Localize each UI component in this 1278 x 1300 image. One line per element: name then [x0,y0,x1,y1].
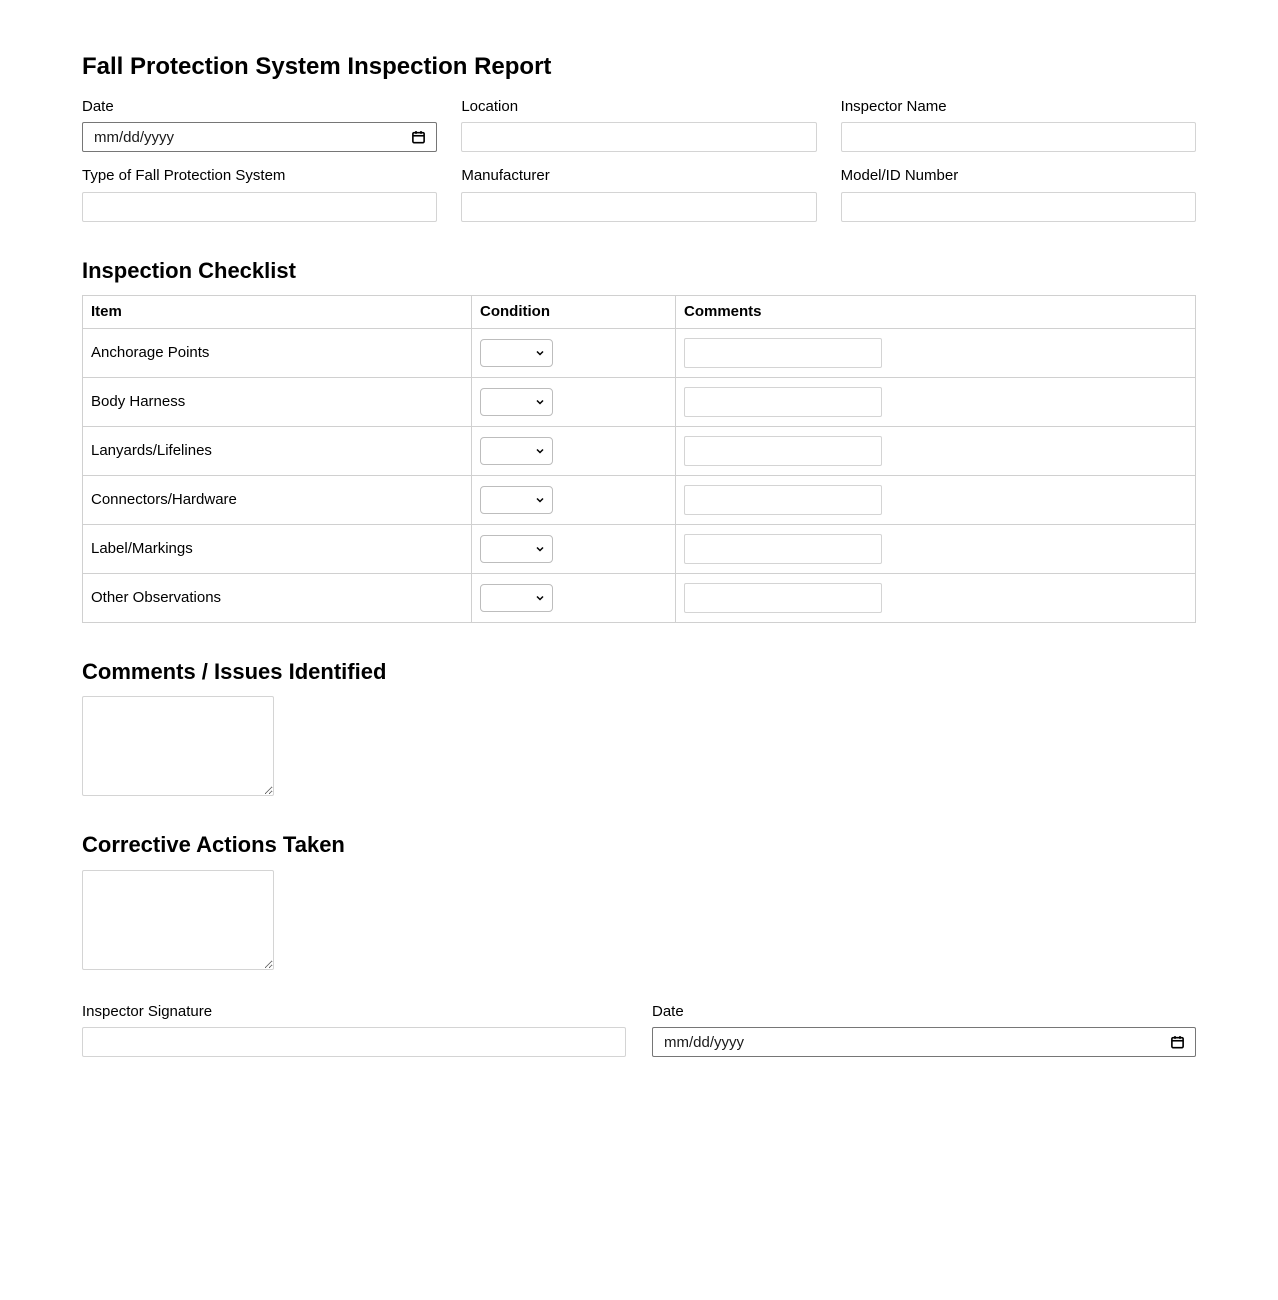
inspector-name-label: Inspector Name [840,97,947,115]
condition-cell [472,377,676,426]
location-label: Location [461,97,519,115]
field-signature-date [652,1004,1196,1058]
item-cell: Anchorage Points [83,328,472,377]
manufacturer-input[interactable] [461,192,816,222]
condition-select-wrap [480,388,553,416]
field-inspector-name [841,99,1196,153]
column-header-item: Item [83,295,472,328]
table-row [83,573,1196,622]
condition-select-wrap [480,535,553,563]
date-input-wrap [82,122,437,152]
footer-fields-grid [82,1004,1196,1058]
comment-input[interactable] [684,583,882,613]
page-title: Fall Protection System Inspection Report [82,53,552,80]
signature-date-input[interactable] [652,1027,1196,1057]
table-row [83,328,1196,377]
corrective-actions-heading: Corrective Actions Taken [82,832,345,858]
corrective-actions-textarea[interactable] [82,870,274,970]
field-inspector-signature [82,1004,626,1058]
field-date [82,99,437,153]
comments-cell [676,573,1196,622]
comments-cell [676,524,1196,573]
condition-select-wrap [480,584,553,612]
model-id-label: Model/ID Number [840,167,959,185]
field-location [461,99,816,153]
inspector-signature-input[interactable] [82,1027,626,1057]
inspector-signature-label: Inspector Signature [82,1002,213,1020]
item-cell: Connectors/Hardware [83,475,472,524]
table-row [83,426,1196,475]
comments-cell [676,426,1196,475]
condition-select[interactable] [480,437,553,465]
comment-input[interactable] [684,534,882,564]
inspection-checklist-table [82,295,1196,623]
comments-cell [676,328,1196,377]
model-id-input[interactable] [841,192,1196,222]
condition-select[interactable] [480,388,553,416]
comment-input[interactable] [684,338,882,368]
item-cell: Body Harness [83,377,472,426]
date-label: Date [82,97,114,115]
condition-select[interactable] [480,584,553,612]
comments-textarea[interactable] [82,696,274,796]
condition-cell [472,573,676,622]
condition-cell [472,475,676,524]
condition-cell [472,524,676,573]
system-type-label: Type of Fall Protection System [82,167,286,185]
column-header-condition: Condition [472,295,676,328]
signature-date-input-wrap [652,1027,1196,1057]
signature-date-label: Date [652,1002,684,1020]
inspector-name-input[interactable] [841,122,1196,152]
condition-select-wrap [480,486,553,514]
item-cell: Lanyards/Lifelines [83,426,472,475]
comments-cell [676,475,1196,524]
column-header-comments: Comments [676,295,1196,328]
table-row [83,377,1196,426]
item-cell: Other Observations [83,573,472,622]
condition-cell [472,328,676,377]
field-system-type [82,168,437,222]
condition-select[interactable] [480,486,553,514]
comment-input[interactable] [684,436,882,466]
date-input[interactable] [82,122,437,152]
table-row [83,475,1196,524]
table-header-row [83,295,1196,328]
table-row [83,524,1196,573]
condition-select[interactable] [480,535,553,563]
field-manufacturer [461,168,816,222]
comments-cell [676,377,1196,426]
header-fields-grid [82,99,1196,222]
checklist-heading: Inspection Checklist [82,257,296,283]
comment-input[interactable] [684,387,882,417]
condition-cell [472,426,676,475]
condition-select[interactable] [480,339,553,367]
manufacturer-label: Manufacturer [461,167,550,185]
field-model-id [841,168,1196,222]
location-input[interactable] [461,122,816,152]
comments-section-heading: Comments / Issues Identified [82,658,387,684]
comment-input[interactable] [684,485,882,515]
condition-select-wrap [480,339,553,367]
condition-select-wrap [480,437,553,465]
system-type-input[interactable] [82,192,437,222]
item-cell: Label/Markings [83,524,472,573]
